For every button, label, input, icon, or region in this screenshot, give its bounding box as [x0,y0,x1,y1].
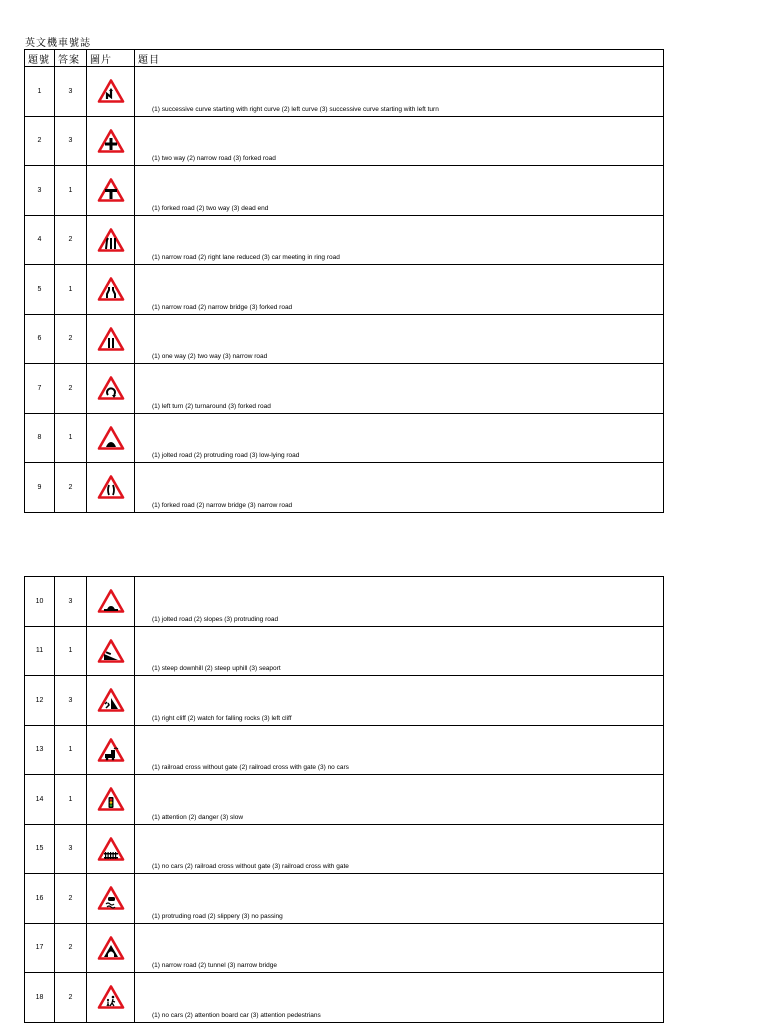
answer-value: 1 [55,725,87,775]
sign-picture [87,116,135,166]
question-cell [135,364,664,414]
table-row [25,626,664,676]
question-text: (1) railroad cross without gate (2) railroad cross with gate (3) no cars [152,764,349,771]
sign-picture [87,676,135,726]
question-text: (1) two way (2) narrow road (3) forked road [152,155,276,162]
sign-picture [87,413,135,463]
railroad-crossing-sign-icon [87,737,134,763]
sign-picture [87,215,135,265]
question-number: 6 [25,314,55,364]
question-table-2 [24,576,664,1023]
question-cell [135,314,664,364]
left-cliff-sign-icon [87,687,134,713]
question-number: 16 [25,874,55,924]
question-cell [135,116,664,166]
sign-picture [87,626,135,676]
table-row [25,676,664,726]
sign-picture [87,364,135,414]
gated-railroad-sign-icon [87,836,134,862]
two-way-sign-icon [87,326,134,352]
question-text: (1) left turn (2) turnaround (3) forked road [152,402,271,410]
sign-picture [87,463,135,513]
answer-value: 1 [55,166,87,216]
page-title: 英文機車號誌 [25,38,91,49]
turnaround-sign-icon [87,375,134,401]
table-row [25,67,664,117]
question-number: 13 [25,725,55,775]
sign-picture [87,577,135,627]
table-row [25,463,664,513]
question-number: 15 [25,824,55,874]
question-number: 8 [25,413,55,463]
answer-value: 3 [55,676,87,726]
question-cell [135,577,664,627]
traffic-light-sign-icon [87,786,134,812]
sign-picture [87,973,135,1023]
table-row [25,116,664,166]
question-number: 12 [25,676,55,726]
question-table-1 [24,49,664,513]
table-row [25,824,664,874]
question-cell [135,973,664,1023]
question-text: (1) attention (2) danger (3) slow [152,813,244,821]
lane-reduced-sign-icon [87,227,134,253]
question-cell [135,265,664,315]
sign-picture [87,874,135,924]
question-text: (1) successive curve starting with right curve (2) left curve (3) successive curve starting with left turn [152,105,439,113]
table-row [25,166,664,216]
answer-value: 1 [55,775,87,825]
table-row [25,215,664,265]
question-text: (1) narrow road (2) right lane reduced (3) car meeting in ring road [152,254,340,261]
sign-picture [87,923,135,973]
question-number: 17 [25,923,55,973]
crossroad-sign-icon [87,128,134,154]
question-cell [135,676,664,726]
header-answer: 答案 [55,50,87,67]
question-number: 5 [25,265,55,315]
tunnel-sign-icon [87,935,134,961]
question-cell [135,824,664,874]
sign-picture [87,166,135,216]
table-row [25,973,664,1023]
table-row [25,923,664,973]
answer-value: 2 [55,973,87,1023]
table-row [25,775,664,825]
question-text: (1) narrow road (2) narrow bridge (3) forked road [152,303,293,311]
question-cell [135,874,664,924]
sign-picture [87,265,135,315]
question-text: (1) no cars (2) attention board car (3) attention pedestrians [152,1011,321,1019]
answer-value: 1 [55,413,87,463]
answer-value: 3 [55,824,87,874]
question-cell [135,725,664,775]
question-number: 11 [25,626,55,676]
sign-picture [87,314,135,364]
answer-value: 2 [55,874,87,924]
question-number: 3 [25,166,55,216]
answer-value: 2 [55,923,87,973]
protruding-road-sign-icon [87,588,134,614]
sign-picture [87,824,135,874]
header-number: 題號 [25,50,55,67]
question-cell [135,775,664,825]
question-text: (1) forked road (2) narrow bridge (3) narrow road [152,501,293,509]
pedestrians-sign-icon [87,984,134,1010]
question-cell [135,67,664,117]
sign-picture [87,725,135,775]
answer-value: 3 [55,116,87,166]
t-junction-sign-icon [87,177,134,203]
question-text: (1) protruding road (2) slippery (3) no passing [152,912,283,920]
answer-value: 2 [55,314,87,364]
question-text: (1) no cars (2) railroad cross without gate (3) railroad cross with gate [152,863,349,870]
question-number: 1 [25,67,55,117]
question-cell [135,626,664,676]
question-text: (1) one way (2) two way (3) narrow road [152,353,268,360]
question-number: 4 [25,215,55,265]
steep-downhill-sign-icon [87,638,134,664]
question-text: (1) forked road (2) two way (3) dead end [152,204,269,212]
header-question: 題目 [135,50,664,67]
question-number: 14 [25,775,55,825]
table-row [25,314,664,364]
question-cell [135,215,664,265]
narrow-road-sign-icon [87,276,134,302]
table-row [25,364,664,414]
narrow-bridge-sign-icon [87,474,134,500]
table-row [25,413,664,463]
header-picture: 圖片 [87,50,135,67]
answer-value: 2 [55,364,87,414]
table-row [25,874,664,924]
question-number: 18 [25,973,55,1023]
sign-picture [87,775,135,825]
question-number: 7 [25,364,55,414]
answer-value: 3 [55,67,87,117]
question-text: (1) jolted road (2) protruding road (3) low-lying road [152,452,300,459]
answer-value: 2 [55,215,87,265]
table-row [25,265,664,315]
question-text: (1) jolted road (2) slopes (3) protruding road [152,615,279,623]
question-number: 2 [25,116,55,166]
question-number: 10 [25,577,55,627]
successive-curve-sign-icon [87,78,134,104]
question-cell [135,463,664,513]
answer-value: 1 [55,265,87,315]
question-cell [135,923,664,973]
question-text: (1) right cliff (2) watch for falling rocks (3) left cliff [152,714,292,722]
question-cell [135,166,664,216]
answer-value: 1 [55,626,87,676]
sign-picture [87,67,135,117]
table-row [25,577,664,627]
question-text: (1) narrow road (2) tunnel (3) narrow bridge [152,962,277,969]
question-text: (1) steep downhill (2) steep uphill (3) seaport [152,665,281,672]
table-row [25,725,664,775]
jolted-road-sign-icon [87,425,134,451]
answer-value: 3 [55,577,87,627]
question-number: 9 [25,463,55,513]
table-header-row [25,50,664,67]
answer-value: 2 [55,463,87,513]
question-cell [135,413,664,463]
slippery-road-sign-icon [87,885,134,911]
